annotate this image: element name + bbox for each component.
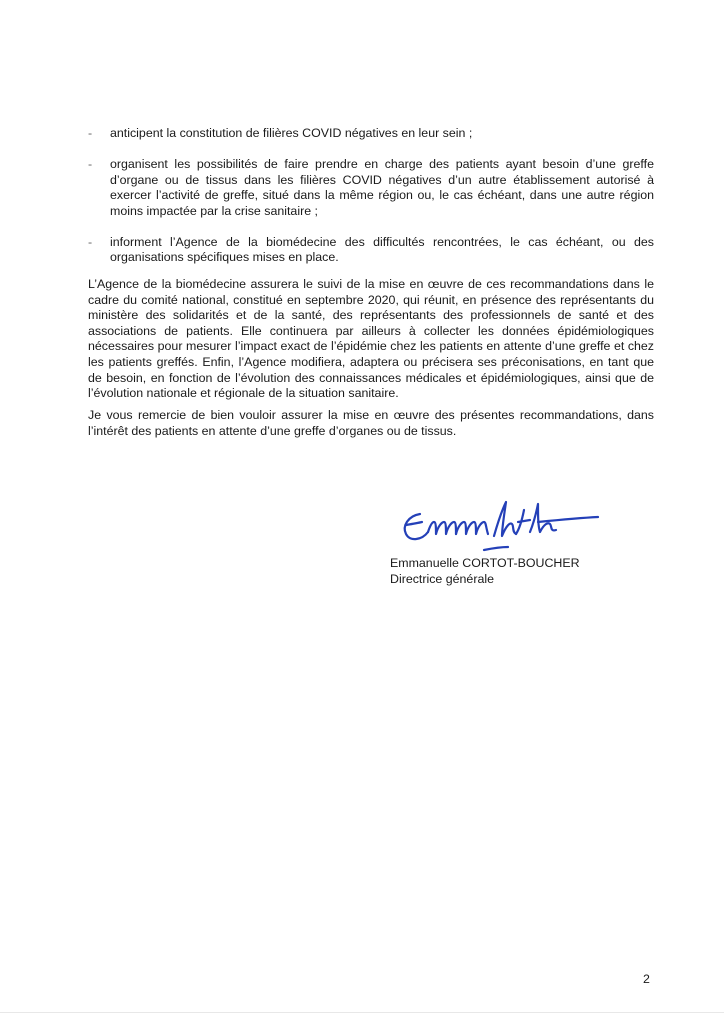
list-item xyxy=(88,126,654,141)
bullet-marker: - xyxy=(88,235,93,250)
scan-edge-divider xyxy=(0,1012,724,1013)
recommendation-list xyxy=(88,126,654,266)
follow-up-paragraph: L’Agence de la biomédecine assurera le suivi de la mise en œuvre de ces recommandations dans le cadre du comité national, constitué en septembre 2020, qui réunit, en présence des représentants du ministère des solidarités et de la santé, des représentants des professionnels de santé et des associations de patients. Elle continuera par ailleurs à collecter les données épidémiologiques nécessaires pour mesurer l’impact exact de l’épidémie chez les patients en attente d’une greffe et chez les patients greffés. Enfin, l’Agence modifiera, adaptera ou précisera ses préconisations, en tant que de besoin, en fonction de l’évolution des connaissances médicales et épidémiologiques, ainsi que de l’évolution nationale et régionale de la situation sanitaire. xyxy=(88,277,654,401)
bullet-marker: - xyxy=(88,126,93,140)
signature-strokes xyxy=(405,502,598,550)
list-item xyxy=(88,157,654,219)
list-item-text: informent l’Agence de la biomédecine des difficultés rencontrées, le cas échéant, ou des organisations spécifiques mises en place. xyxy=(110,235,654,265)
bullet-marker: - xyxy=(88,157,93,172)
signer-title: Directrice générale xyxy=(390,572,494,586)
list-item-text: anticipent la constitution de filières COVID négatives en leur sein ; xyxy=(110,126,473,140)
list-item-text: organisent les possibilités de faire prendre en charge des patients ayant besoin d’une greffe d’organe ou de tissus dans les filières COVID négatives d’un autre établissement autorisé à exercer l’activité de greffe, situé dans la même région ou, le cas échéant, dans une autre région moins impactée par la crise sanitaire ; xyxy=(110,157,654,218)
handwritten-signature xyxy=(398,492,608,554)
signer-name: Emmanuelle CORTOT-BOUCHER xyxy=(390,556,580,570)
list-item xyxy=(88,235,654,266)
signer-block xyxy=(390,555,580,587)
page-number: 2 xyxy=(643,972,650,986)
closing-paragraph: Je vous remercie de bien vouloir assurer la mise en œuvre des présentes recommandations, dans l’intérêt des patients en attente d’une greffe d’organes ou de tissus. xyxy=(88,408,654,438)
